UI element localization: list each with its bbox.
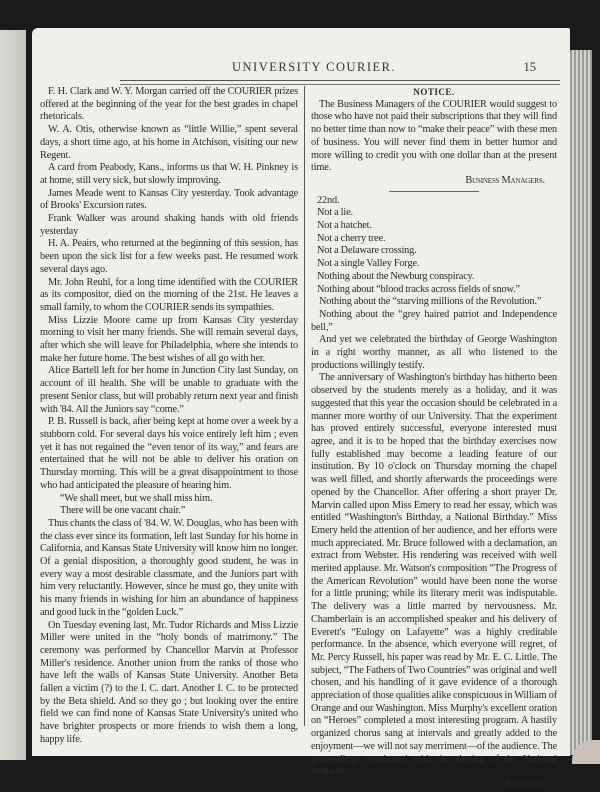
paragraph: F. H. Clark and W. Y. Morgan carried off the COURIER prizes offered at the beginning of the year for the best grades in chapel rhetoricals. xyxy=(40,86,298,123)
right-column xyxy=(311,86,557,792)
article-signature: A Visitor. xyxy=(505,778,545,790)
paragraph: W. A. Otis, otherwise known as “little Willie,” spent several days, a short time ago, at his home in Atchison, visiting our new Regent. xyxy=(40,124,298,161)
paragraph: A card from Peabody, Kans., informs us that W. H. Pinkney is at home, still very sick, but slowly improving. xyxy=(40,162,298,186)
notice-body: The Business Managers of the COURIER would suggest to those who have not paid their subscriptions that they will find no better time than now to “make their peace” with these men of business. You will never find them in better humor and more willing to credit you with one dollar than at the present time. xyxy=(311,98,557,174)
short-line: Nothing about the Newburg conspiracy. xyxy=(317,270,475,282)
newspaper-page xyxy=(32,28,570,790)
left-column xyxy=(40,86,298,747)
paragraph: H. A. Peairs, who returned at the beginning of this session, has been upon the sick list for a few weeks past. He resumed work several days ago. xyxy=(40,238,298,275)
paragraph: Frank Walker was around shaking hands with old friends yesterday xyxy=(40,213,298,237)
paragraph: On Tuesday evening last, Mr. Tudor Richards and Miss Lizzie Miller were united in the “holy bonds of matrimony.” The ceremony was performed by Chancellor Marvin at Professor Miller's residence. Another union from the ranks of those who have left the walls of Kansas State University. Another Beta fallen a victim (?) to the I. C. dart. Another I. C. to be protected by the Beta shield. And so they go ; but looking over the entire field we can find none of Kansas State University's united who have brighter prospects or more friends to wish them a long, happy life. xyxy=(40,619,298,745)
short-line: Not a hatchet. xyxy=(317,220,372,232)
short-line: Not a Delaware crossing. xyxy=(317,245,417,257)
section-separator xyxy=(389,191,479,192)
short-line: 22nd. xyxy=(317,194,340,206)
paragraph: P. B. Russell is back, after being kept at home over a week by a stubborn cold. For several days his voice entirely left him ; even yet it has not regained the “even tenor of its way,” and fears are entertained that he will not be able to deliver his oration on Thursday morning. This will be a great disappointment to those who had anticipated the pleasure of hearing him. xyxy=(40,416,298,491)
previous-page-edge xyxy=(0,30,26,760)
header-rule xyxy=(120,80,560,85)
notice-heading: NOTICE. xyxy=(413,87,455,97)
notice-signature: Business Managers. xyxy=(465,174,545,186)
verse-line: There will be one vacant chair.” xyxy=(60,505,186,517)
publication-title: UNIVERSITY COURIER. xyxy=(232,60,397,74)
short-line: Not a cherry tree. xyxy=(317,232,386,244)
verse-line: “We shall meet, but we shall miss him. xyxy=(60,492,213,504)
column-divider xyxy=(304,86,305,726)
paragraph: Mr. John Reuhl, for a long time identified with the COURIER as its compositor, died on the morning of the 21st. He leaves a small family, to whom the COURIER sends its sympathies. xyxy=(40,276,298,313)
paragraph: Nothing about the “starving millions of the Revolution.” xyxy=(319,296,542,308)
paragraph: James Meade went to Kansas City yesterday. Took advantage of Brooks' Excursion rates. xyxy=(40,187,298,212)
paragraph: And yet we celebrated the birthday of George Washington in a right worthy manner, as all who listened to the productions willingly testify. xyxy=(311,334,557,371)
short-line: Nothing about “blood tracks across fields of snow.” xyxy=(317,283,520,295)
paragraph: Miss Lizzie Moore came up from Kansas City yesterday morning to visit her many friends. She will remain several days, after which she will leave for Philadelphia, where she intends to make her future home. The best wishes of all go with her. xyxy=(40,314,298,364)
paragraph: The anniversary of Washington's birthday has hitherto been observed by the students merely as a holiday, and it was suggested that this year the occasion should be celebrated in a manner more worthy of our University. That the experiment has proved entirely successful, everyone interested must agree, and it is to be hoped that the birthday exercises now fully established may become a leading feature of our institution. By 10 o'clock on Thursday morning the chapel was well filled, and shortly afterwards the proceedings were opened by the Chancellor. After offering a short prayer Dr. Marvin called upon Miss Emery to read her essay, which was entitled “Washington's Birthday, a National Birthday.” Miss Emery held the attention of her audience, and her efforts were much appreciated. Mr. Bruce followed with a declamation, an extract from Webster. His rendering was received with well merited applause. Mr. Watson's composition “The Progress of the American Revolution” would have been none the worse for a little pruning; while its literary merit was indisputable. The delivery was a little marred by nervousness. Mr. Chamberlain is an accomplished speaker and his delivery of Everett's “Eulogy on Lafayette” was a highly creditable performance. In the absence, which everyone will regret, of Mr. Percy Russell, his paper was read by Mr. E. C. Little. The subject, “The Fathers of Two Countries” was original and well chosen, and his handling of it gave evidence of a thorough appreciation of those qualities alike conspicuous in William of Orange and our Washington. Miss Murphy's excellent oration on “Heroes” completed a most interesting program. A hastily organized chorus sang at intervals and greatly added to the enjoyment—we will not say merriment—of the audience. The proceedings terminated with the singing of the National Anthem. xyxy=(311,372,557,778)
paragraph: Alice Bartell left for her home in Junction City last Sunday, on account of ill health. She will be unable to graduate with the present Senior class, but will probably return next year and finish with '84. All the Juniors say “come.” xyxy=(40,365,298,415)
paragraph: Thus chants the class of '84. W. W. Douglas, who has been with the class ever since its formation, left last Sunday for his home in California, and Kansas State University will know him no longer. Of a genial disposition, a thoroughly good student, he was in every way a most desirable classmate, and the Juniors part with him very reluctantly. However, since he must go, they unite with his many friends in wishing for him an abundance of happiness and good luck in the “golden Luck.” xyxy=(40,517,298,618)
short-line: Not a single Valley Forge. xyxy=(317,258,420,270)
paragraph: Nothing about the “grey haired patriot and Independence bell,” xyxy=(311,308,557,333)
short-line: Not a lie. xyxy=(317,207,353,219)
page-number: 15 xyxy=(523,60,536,74)
